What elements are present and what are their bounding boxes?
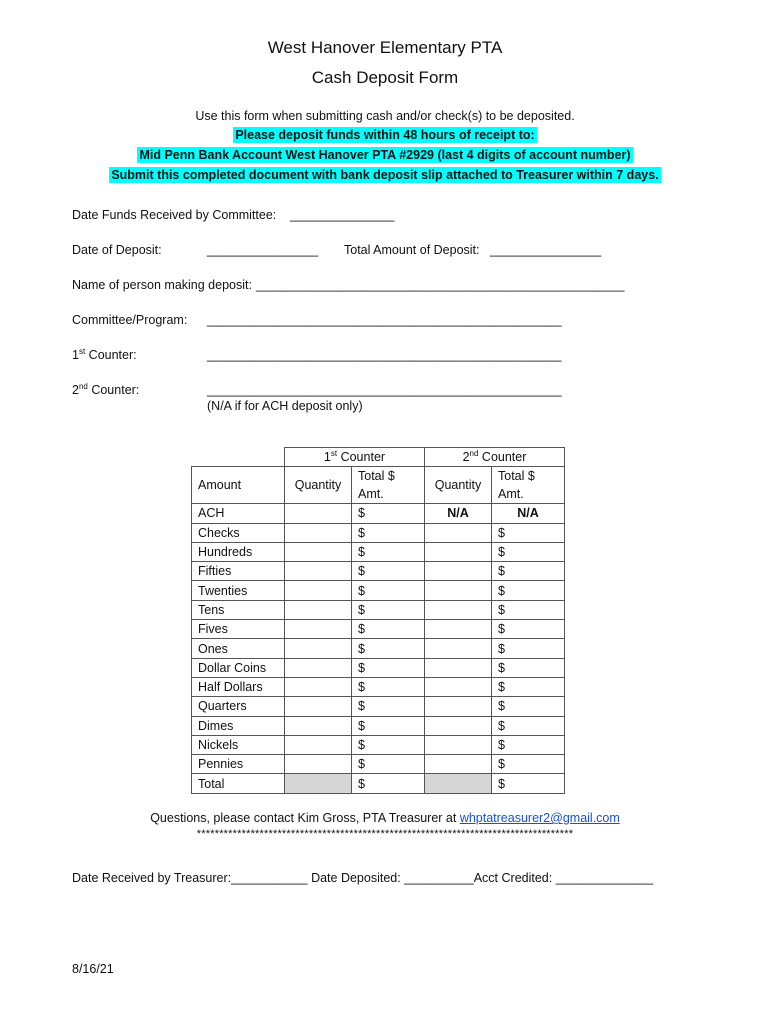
quantity-1-cell[interactable] (285, 620, 352, 639)
row-label: Fifties (192, 562, 285, 581)
date-received-field[interactable]: ___________ (231, 871, 308, 885)
row-label: Hundreds (192, 542, 285, 561)
row-label: Fives (192, 620, 285, 639)
deposit-deadline-note: Please deposit funds within 48 hours of receipt to: (235, 128, 535, 142)
second-counter-note: (N/A if for ACH deposit only) (207, 399, 363, 413)
first-counter-field[interactable]: ___________________________________________________ (207, 348, 562, 362)
first-counter-label: 1st Counter: (72, 346, 137, 362)
quantity-2-cell[interactable] (425, 639, 492, 658)
table-row (192, 523, 565, 542)
date-funds-received-field[interactable]: _______________ (290, 208, 395, 222)
quantity-1-cell[interactable] (285, 523, 352, 542)
acct-credited-field[interactable]: ______________ (555, 871, 654, 885)
total-1-cell[interactable]: $ (352, 523, 425, 542)
row-label: Nickels (192, 735, 285, 754)
treasurer-email-link[interactable]: whptatreasurer2@gmail.com (459, 811, 620, 825)
table-row (192, 504, 565, 523)
total-1-cell[interactable]: $ (352, 600, 425, 619)
separator-stars: ************************************************************************************ (196, 828, 574, 840)
table-row (192, 697, 565, 716)
date-deposited-field[interactable]: __________ (404, 871, 474, 885)
row-label: Total (192, 774, 285, 793)
quantity-2-cell[interactable] (425, 677, 492, 696)
table-row (192, 735, 565, 754)
total-2-cell[interactable]: $ (492, 523, 565, 542)
column-header-quantity-1: Quantity (285, 467, 352, 504)
quantity-1-cell[interactable] (285, 716, 352, 735)
quantity-1-cell[interactable] (285, 581, 352, 600)
total-1-cell[interactable]: $ (352, 658, 425, 677)
total-1-cell[interactable]: $ (352, 677, 425, 696)
column-header-quantity-2: Quantity (425, 467, 492, 504)
quantity-1-cell[interactable] (285, 755, 352, 774)
table-row (192, 639, 565, 658)
table-row (192, 620, 565, 639)
person-making-deposit-field[interactable]: _____________________________________________________ (256, 278, 625, 292)
quantity-2-cell[interactable] (425, 523, 492, 542)
form-subtitle: Cash Deposit Form (311, 68, 459, 87)
treasurer-line (72, 871, 653, 885)
quantity-2-cell[interactable] (425, 697, 492, 716)
instruction-line: Use this form when submitting cash and/or check(s) to be deposited. (195, 109, 575, 123)
total-2-cell[interactable]: $ (492, 697, 565, 716)
row-label: Half Dollars (192, 677, 285, 696)
total-2-na: N/A (492, 504, 565, 523)
quantity-2-cell[interactable] (425, 658, 492, 677)
total-1-cell[interactable]: $ (352, 697, 425, 716)
row-label: Checks (192, 523, 285, 542)
cash-count-table (191, 447, 565, 794)
quantity-2-cell[interactable] (425, 755, 492, 774)
column-header-row (192, 467, 565, 504)
total-1-cell[interactable]: $ (352, 639, 425, 658)
table-row (192, 774, 565, 793)
revision-date: 8/16/21 (72, 962, 114, 976)
quantity-2-cell[interactable] (425, 562, 492, 581)
column-header-amount: Amount (192, 467, 285, 504)
total-1-cell[interactable]: $ (352, 542, 425, 561)
table-row (192, 755, 565, 774)
quantity-1-cell[interactable] (285, 562, 352, 581)
quantity-1-cell[interactable] (285, 639, 352, 658)
date-of-deposit-label: Date of Deposit: (72, 243, 162, 257)
total-1-cell[interactable]: $ (352, 581, 425, 600)
total-1-cell[interactable]: $ (352, 774, 425, 793)
total-1-cell[interactable]: $ (352, 716, 425, 735)
table-row (192, 581, 565, 600)
quantity-1-cell[interactable] (285, 735, 352, 754)
row-label: Tens (192, 600, 285, 619)
total-2-cell[interactable]: $ (492, 716, 565, 735)
committee-program-label: Committee/Program: (72, 313, 188, 327)
quantity-2-cell[interactable] (425, 716, 492, 735)
total-2-cell[interactable]: $ (492, 735, 565, 754)
contact-line: Questions, please contact Kim Gross, PTA Treasurer at whptatreasurer2@gmail.com (150, 811, 620, 825)
total-2-cell[interactable]: $ (492, 581, 565, 600)
total-2-cell[interactable]: $ (492, 774, 565, 793)
second-counter-label: 2nd Counter: (72, 381, 140, 397)
total-2-cell[interactable]: $ (492, 620, 565, 639)
row-label: Dollar Coins (192, 658, 285, 677)
row-label: Twenties (192, 581, 285, 600)
quantity-2-cell[interactable] (425, 542, 492, 561)
quantity-2-na: N/A (425, 504, 492, 523)
table-row (192, 542, 565, 561)
table-row (192, 562, 565, 581)
person-making-deposit-label: Name of person making deposit: (72, 278, 252, 292)
row-label: ACH (192, 504, 285, 523)
date-funds-received-label: Date Funds Received by Committee: (72, 208, 277, 222)
quantity-2-cell (425, 774, 492, 793)
total-2-cell[interactable]: $ (492, 677, 565, 696)
total-2-cell[interactable]: $ (492, 600, 565, 619)
total-1-cell[interactable]: $ (352, 562, 425, 581)
total-1-cell[interactable]: $ (352, 620, 425, 639)
acct-credited-label: Acct Credited: (473, 871, 556, 885)
quantity-1-cell[interactable] (285, 677, 352, 696)
quantity-1-cell[interactable] (285, 504, 352, 523)
row-label: Dimes (192, 716, 285, 735)
date-of-deposit-field[interactable]: ________________ (207, 243, 319, 257)
quantity-1-cell[interactable] (285, 600, 352, 619)
total-amount-label: Total Amount of Deposit: (344, 243, 480, 257)
quantity-2-cell[interactable] (425, 735, 492, 754)
date-received-label: Date Received by Treasurer: (72, 871, 232, 885)
total-amount-field[interactable]: ________________ (490, 243, 602, 257)
total-1-cell[interactable]: $ (352, 504, 425, 523)
table-row (192, 600, 565, 619)
column-header-total-1: Total $ Amt. (352, 467, 425, 504)
quantity-1-cell[interactable] (285, 542, 352, 561)
total-1-cell[interactable]: $ (352, 735, 425, 754)
total-2-cell[interactable]: $ (492, 658, 565, 677)
table-row (192, 677, 565, 696)
quantity-2-cell[interactable] (425, 600, 492, 619)
quantity-2-cell[interactable] (425, 620, 492, 639)
total-1-cell[interactable]: $ (352, 755, 425, 774)
date-deposited-label: Date Deposited: (307, 871, 405, 885)
total-2-cell[interactable]: $ (492, 755, 565, 774)
quantity-2-cell[interactable] (425, 581, 492, 600)
bank-account-note: Mid Penn Bank Account West Hanover PTA #2929 (last 4 digits of account number) (139, 148, 631, 162)
committee-program-field[interactable]: ___________________________________________________ (207, 313, 562, 327)
counter-header-row (192, 448, 565, 467)
quantity-1-cell (285, 774, 352, 793)
table-row (192, 658, 565, 677)
row-label: Quarters (192, 697, 285, 716)
column-header-total-2: Total $ Amt. (492, 467, 565, 504)
submit-note: Submit this completed document with bank deposit slip attached to Treasurer within 7 days. (111, 168, 659, 182)
total-2-cell[interactable]: $ (492, 542, 565, 561)
table-row (192, 716, 565, 735)
row-label: Ones (192, 639, 285, 658)
second-counter-heading: 2nd Counter (425, 448, 565, 467)
second-counter-field[interactable]: ___________________________________________________ (207, 383, 562, 397)
first-counter-heading: 1st Counter (285, 448, 425, 467)
row-label: Pennies (192, 755, 285, 774)
quantity-1-cell[interactable] (285, 697, 352, 716)
quantity-1-cell[interactable] (285, 658, 352, 677)
form-title: West Hanover Elementary PTA (267, 38, 503, 57)
total-2-cell[interactable]: $ (492, 562, 565, 581)
total-2-cell[interactable]: $ (492, 639, 565, 658)
